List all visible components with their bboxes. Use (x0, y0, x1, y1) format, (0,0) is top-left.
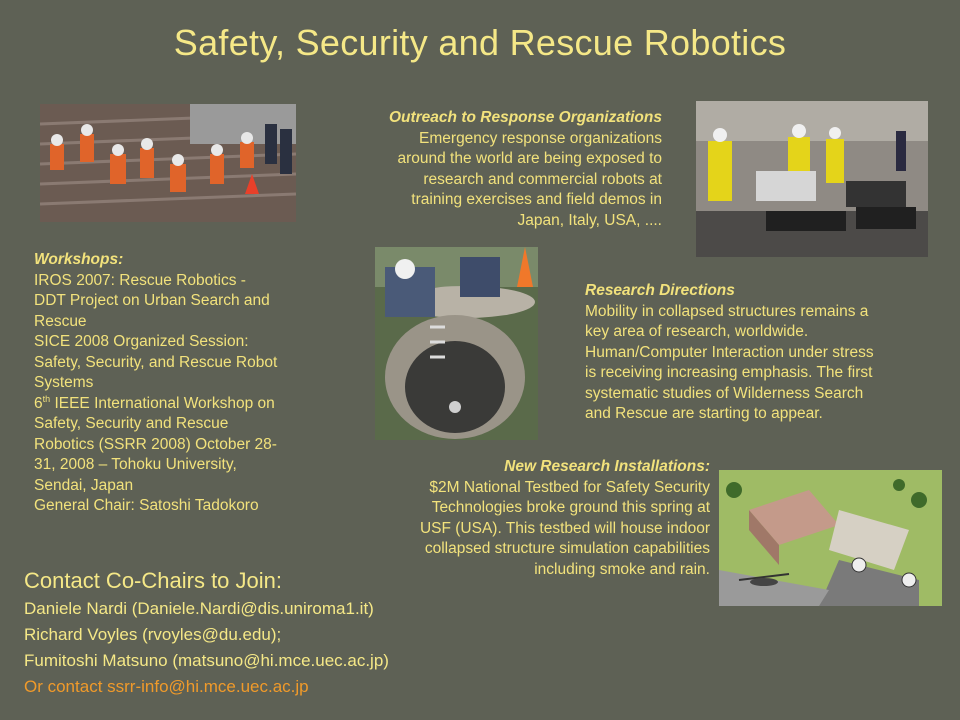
installations-block (340, 457, 710, 580)
photo-manhole-inspection (375, 247, 538, 440)
outreach-line: around the world are being exposed to (397, 150, 662, 167)
ieee-ordinal: 6 (34, 394, 43, 412)
contact-line: Richard Voyles (rvoyles@du.edu); (24, 625, 282, 644)
photo-testbed-rendering (719, 470, 942, 606)
workshop-line: 31, 2008 – Tohoku University, (34, 456, 237, 473)
outreach-line: training exercises and field demos in (411, 191, 662, 208)
contact-alternative[interactable]: Or contact ssrr-info@hi.mce.uec.ac.jp (24, 677, 309, 696)
workshop-line: Robotics (SSRR 2008) October 28- (34, 435, 277, 453)
workshops-heading: Workshops: (34, 251, 124, 268)
workshop-line: IROS 2007: Rescue Robotics - (34, 271, 246, 289)
contact-line: Fumitoshi Matsuno (matsuno@hi.mce.uec.ac.jp) (24, 651, 389, 670)
workshop-line: Safety, Security, and Rescue Robot (34, 353, 278, 371)
research-block (585, 281, 945, 425)
contact-block (24, 568, 584, 700)
workshop-line: Systems (34, 374, 94, 391)
contact-heading: Contact Co-Chairs to Join: (24, 568, 282, 593)
research-line: key area of research, worldwide. (585, 323, 809, 340)
workshop-line: Rescue (34, 312, 87, 330)
ieee-title: IEEE International Workshop on (50, 394, 275, 412)
workshop-ieee-line (34, 394, 334, 415)
photo-rescue-team-on-steps (40, 104, 296, 222)
ieee-ordinal-suffix: th (42, 393, 51, 404)
research-heading: Research Directions (585, 282, 735, 299)
outreach-block (300, 108, 662, 231)
workshop-line: Safety, Security and Rescue (34, 415, 229, 432)
workshop-line: Sendai, Japan (34, 476, 134, 494)
workshop-line: General Chair: Satoshi Tadokoro (34, 497, 259, 514)
workshops-block (34, 250, 334, 517)
outreach-line: research and commercial robots at (423, 170, 662, 188)
research-line: Human/Computer Interaction under stress (585, 343, 874, 361)
photo-field-demo (696, 101, 928, 257)
outreach-line: Japan, Italy, USA, .... (517, 211, 662, 229)
outreach-line: Emergency response organizations (419, 129, 662, 147)
workshop-line: DDT Project on Urban Search and (34, 292, 270, 309)
installations-line: collapsed structure simulation capabilities (424, 540, 710, 557)
installations-line: including smoke and rain. (534, 560, 710, 578)
workshop-line: SICE 2008 Organized Session: (34, 333, 249, 350)
research-line: and Rescue are starting to appear. (585, 405, 823, 422)
installations-heading: New Research Installations: (504, 458, 710, 475)
research-line: is receiving increasing emphasis. The first (585, 364, 873, 381)
research-line: systematic studies of Wilderness Search (585, 384, 864, 402)
contact-line: Daniele Nardi (Daniele.Nardi@dis.uniroma1.it) (24, 599, 374, 618)
outreach-heading: Outreach to Response Organizations (388, 109, 662, 126)
installations-line: $2M National Testbed for Safety Security (429, 478, 710, 496)
installations-line: Technologies broke ground this spring at (431, 499, 710, 516)
installations-line: USF (USA). This testbed will house indoor (419, 519, 710, 537)
slide-title: Safety, Security and Rescue Robotics (173, 22, 787, 63)
research-line: Mobility in collapsed structures remains a (585, 302, 869, 320)
